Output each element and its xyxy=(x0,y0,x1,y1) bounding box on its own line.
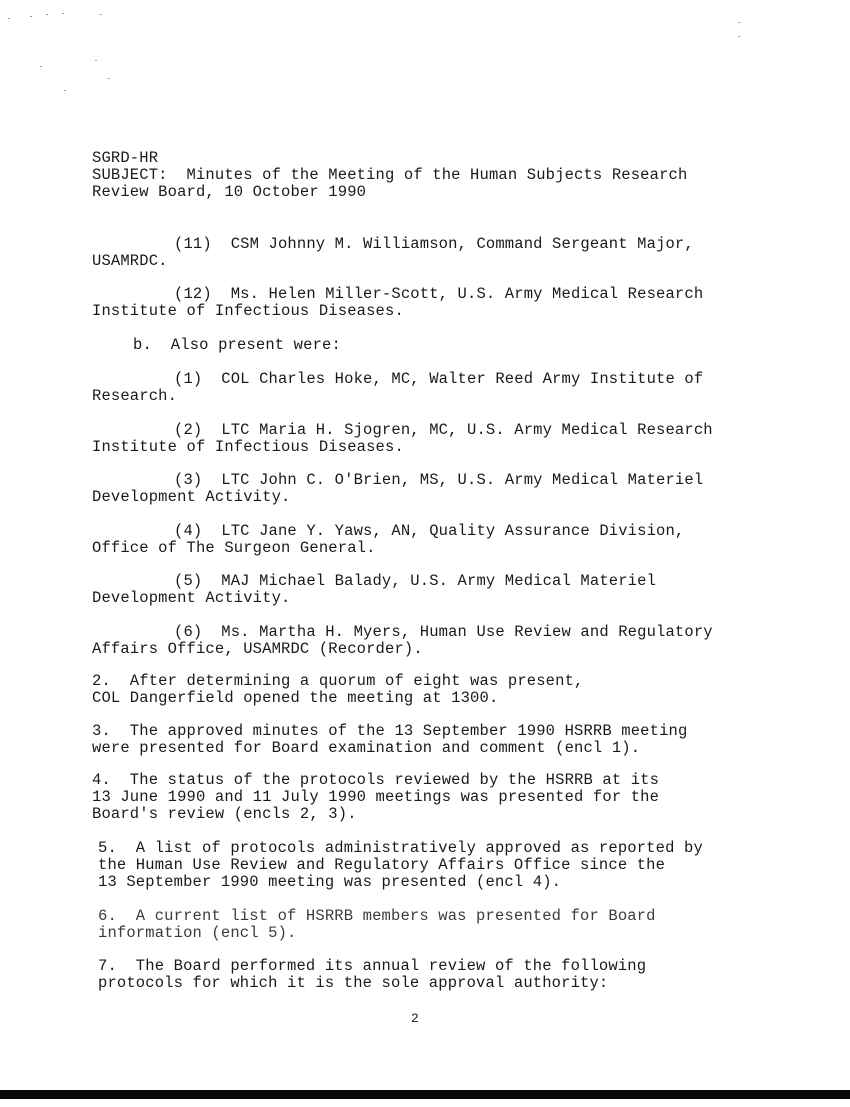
scan-speck xyxy=(738,22,740,23)
scan-speck xyxy=(738,36,740,37)
paragraph-line: protocols for which it is the sole approval authority: xyxy=(98,974,609,992)
member-entry-line: (12) Ms. Helen Miller-Scott, U.S. Army Medical Research xyxy=(174,285,704,303)
paragraph-line: 5. A list of protocols administratively approved as reported by xyxy=(98,839,703,857)
scan-speck xyxy=(8,18,10,19)
paragraph-line: 13 June 1990 and 11 July 1990 meetings was presented for the xyxy=(92,788,660,806)
scan-speck xyxy=(46,14,48,15)
attendee-entry-line: (2) LTC Maria H. Sjogren, MC, U.S. Army Medical Research xyxy=(174,421,713,439)
paragraph-line: 2. After determining a quorum of eight was present, xyxy=(92,672,584,690)
scan-bottom-edge xyxy=(0,1090,850,1099)
attendee-entry-line: (1) COL Charles Hoke, MC, Walter Reed Army Institute of xyxy=(174,370,704,388)
scan-speck xyxy=(64,90,66,91)
paragraph-line: Board's review (encls 2, 3). xyxy=(92,805,357,823)
office-symbol: SGRD-HR xyxy=(92,149,159,167)
member-entry-line: Institute of Infectious Diseases. xyxy=(92,302,404,320)
attendee-entry-line: Development Activity. xyxy=(92,589,291,607)
attendee-entry-line: (5) MAJ Michael Balady, U.S. Army Medical Materiel xyxy=(174,572,657,590)
also-present-heading: b. Also present were: xyxy=(133,336,341,354)
attendee-entry-line: (6) Ms. Martha H. Myers, Human Use Review and Regulatory xyxy=(174,623,713,641)
member-entry-line: (11) CSM Johnny M. Williamson, Command Sergeant Major, xyxy=(174,235,694,253)
page-number: 2 xyxy=(411,1011,419,1026)
attendee-entry-line: Institute of Infectious Diseases. xyxy=(92,438,404,456)
scan-speck xyxy=(62,13,64,14)
scan-speck xyxy=(40,66,42,67)
attendee-entry-line: (4) LTC Jane Y. Yaws, AN, Quality Assurance Division, xyxy=(174,522,685,540)
subject-line: SUBJECT: Minutes of the Meeting of the Human Subjects Research xyxy=(92,166,688,184)
paragraph-line: the Human Use Review and Regulatory Affairs Office since the xyxy=(98,856,666,874)
attendee-entry-line: Development Activity. xyxy=(92,488,291,506)
attendee-entry-line: Office of The Surgeon General. xyxy=(92,539,376,557)
scan-speck xyxy=(30,16,32,17)
attendee-entry-line: (3) LTC John C. O'Brien, MS, U.S. Army Medical Materiel xyxy=(174,471,704,489)
attendee-entry-line: Research. xyxy=(92,387,178,405)
member-entry-line: USAMRDC. xyxy=(92,252,168,270)
scan-speck xyxy=(95,60,97,61)
paragraph-line: COL Dangerfield opened the meeting at 1300. xyxy=(92,689,499,707)
paragraph-line: 3. The approved minutes of the 13 September 1990 HSRRB meeting xyxy=(92,722,688,740)
paragraph-line: 7. The Board performed its annual review of the following xyxy=(98,957,647,975)
scan-speck xyxy=(108,78,110,79)
paragraph-line: information (encl 5). xyxy=(98,924,297,942)
paragraph-line: 6. A current list of HSRRB members was presented for Board xyxy=(98,907,656,925)
paragraph-line: were presented for Board examination and comment (encl 1). xyxy=(92,739,641,757)
subject-line: Review Board, 10 October 1990 xyxy=(92,183,367,201)
paragraph-line: 13 September 1990 meeting was presented (encl 4). xyxy=(98,873,562,891)
scan-speck xyxy=(100,14,102,15)
paragraph-line: 4. The status of the protocols reviewed by the HSRRB at its xyxy=(92,771,660,789)
attendee-entry-line: Affairs Office, USAMRDC (Recorder). xyxy=(92,640,423,658)
